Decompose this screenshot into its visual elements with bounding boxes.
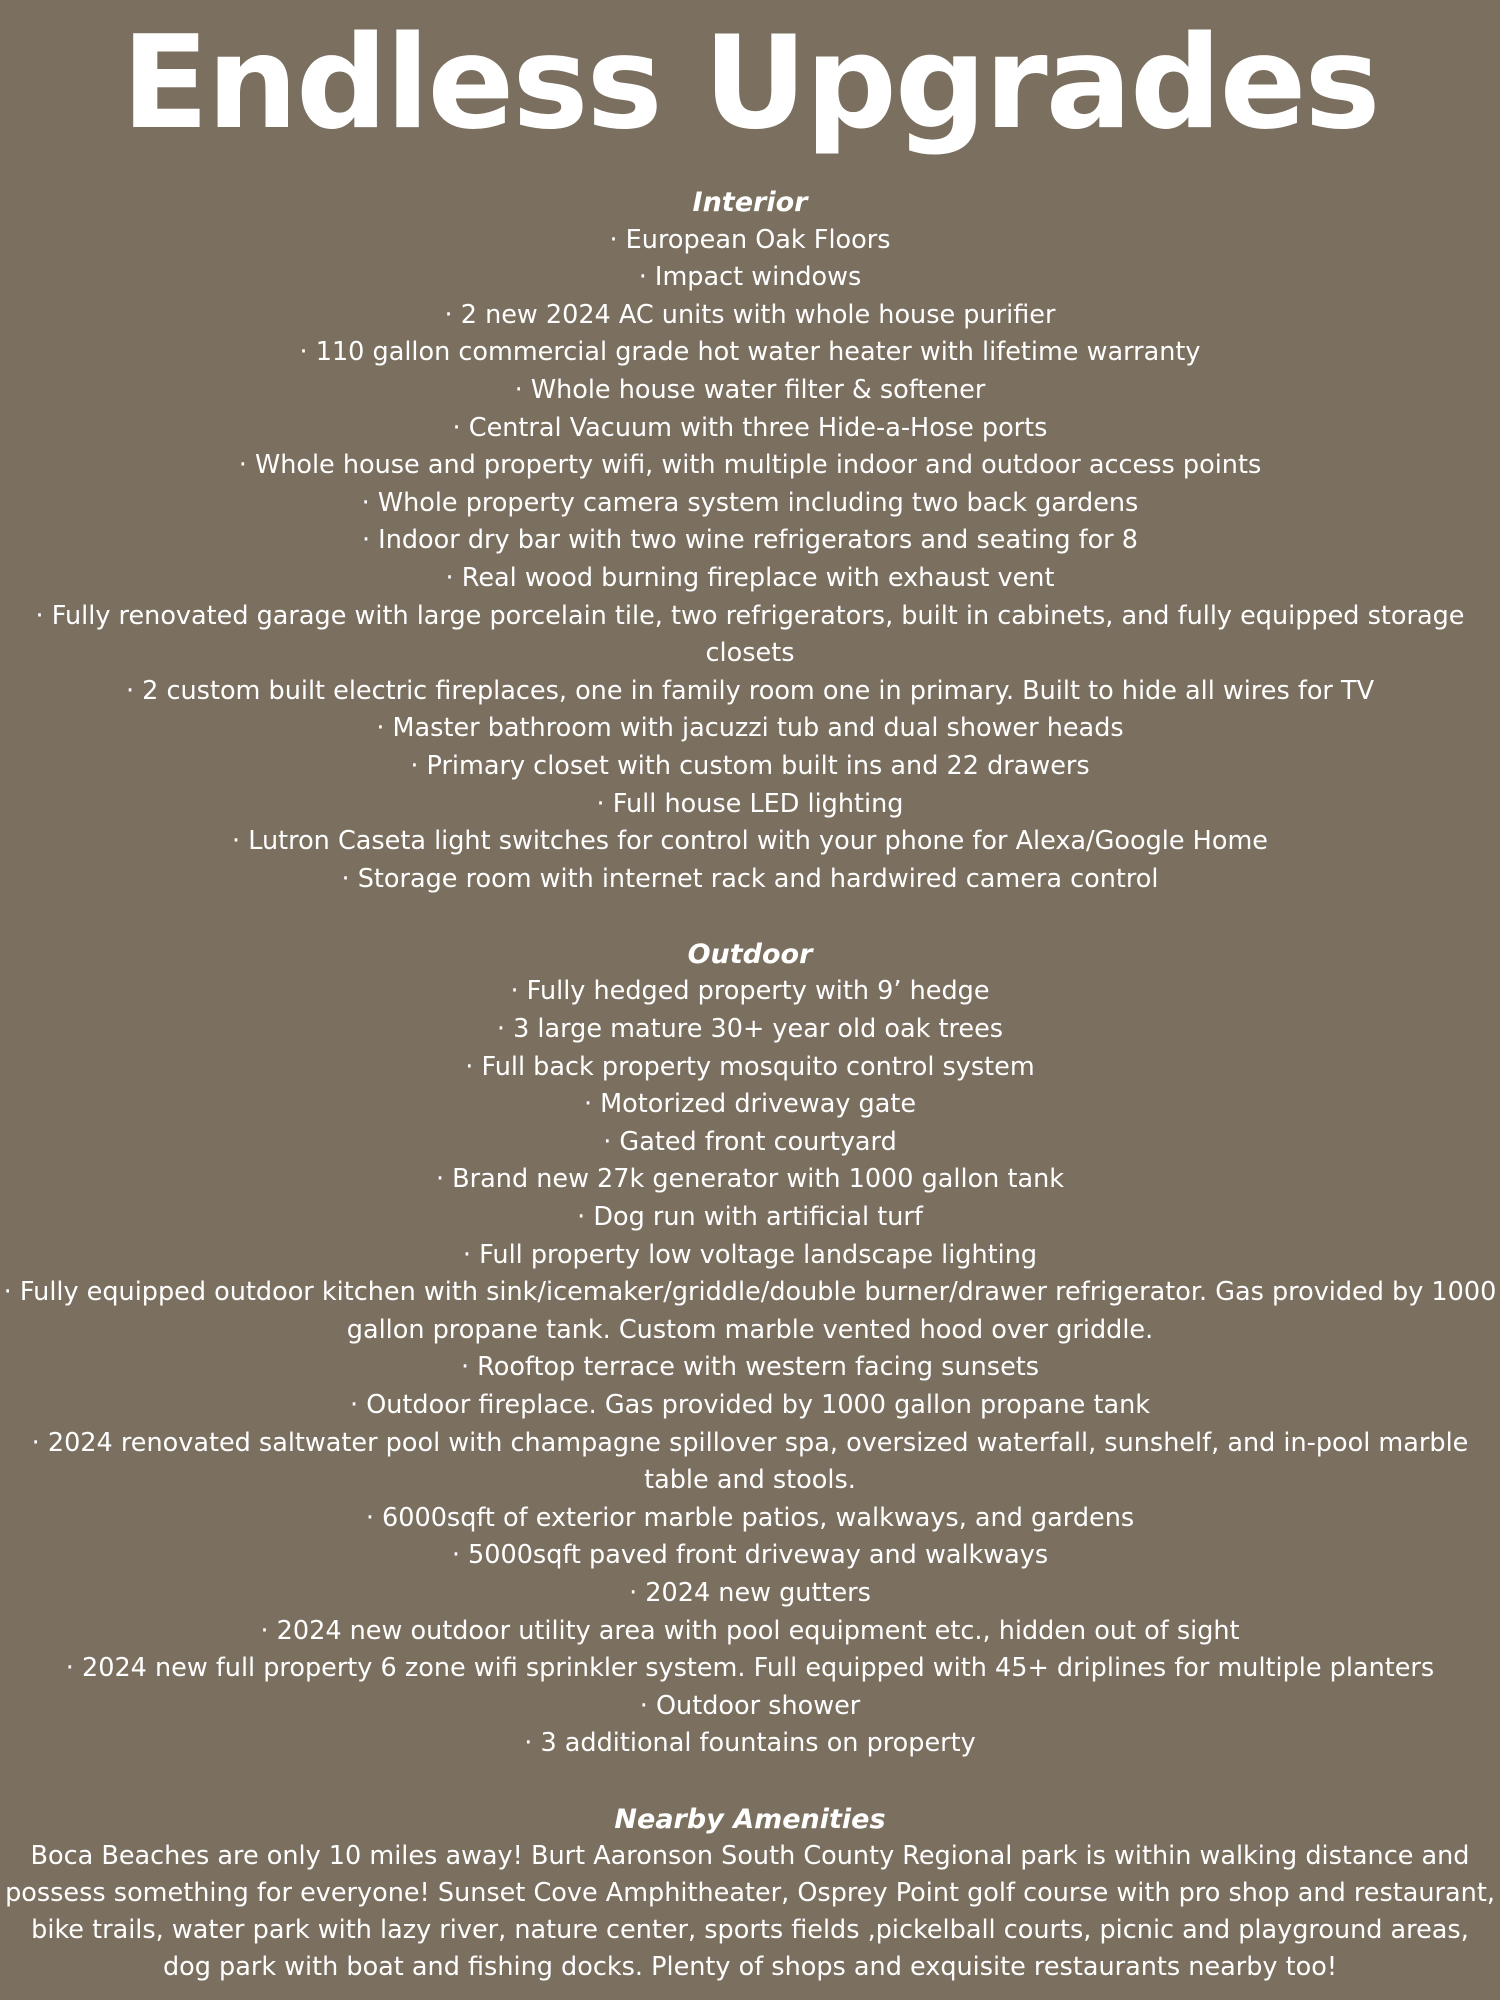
list-item: · Full property low voltage landscape lighting — [462, 1239, 1038, 1270]
interior-heading: Interior — [692, 187, 808, 218]
amenities-section — [0, 1801, 1500, 1987]
page-title: Endless Upgrades — [121, 9, 1379, 158]
list-item: · European Oak Floors — [609, 224, 891, 255]
list-item: · Dog run with artificial turf — [577, 1202, 923, 1233]
list-item: · Primary closet with custom built ins and 22 drawers — [410, 750, 1090, 781]
list-item: · Fully equipped outdoor kitchen with sink/icemaker/griddle/double burner/drawer refrigerator. Gas provided by 1000 gallon propane tank. Custom marble vented hood over griddle. — [3, 1277, 1497, 1345]
list-item: · 2024 new full property 6 zone wifi sprinkler system. Full equipped with 45+ driplines for multiple planters — [65, 1653, 1435, 1684]
outdoor-section — [0, 936, 1500, 1763]
list-item: · Rooftop terrace with western facing sunsets — [460, 1352, 1040, 1383]
list-item: · 2024 new outdoor utility area with pool equipment etc., hidden out of sight — [260, 1615, 1240, 1646]
list-item: · Fully renovated garage with large porcelain tile, two refrigerators, built in cabinets, and fully equipped storage closets — [35, 600, 1465, 669]
list-item: · Brand new 27k generator with 1000 gallon tank — [435, 1164, 1065, 1195]
list-item: · 2 custom built electric fireplaces, one in family room one in primary. Built to hide all wires for TV — [125, 675, 1375, 706]
list-item: · 3 additional fountains on property — [524, 1728, 976, 1759]
amenities-paragraph: Boca Beaches are only 10 miles away! Burt Aaronson South County Regional park is within walking distance and possess something for everyone! Sunset Cove Amphitheater, Osprey Point golf course with pro shop and restaurant, bike trails, water park with lazy river, nature center, sports fields ,pickelball courts, picnic and playground areas, dog park with boat and fishing docks. Plenty of shops and exquisite restaurants nearby too! — [5, 1841, 1495, 1983]
list-item: · 5000sqft paved front driveway and walkways — [451, 1540, 1049, 1571]
list-item: · Whole property camera system including two back gardens — [361, 487, 1139, 518]
outdoor-list — [0, 973, 1500, 1762]
interior-section — [0, 184, 1500, 898]
list-item: · Full back property mosquito control system — [465, 1051, 1035, 1082]
list-item: · 110 gallon commercial grade hot water heater with lifetime warranty — [299, 337, 1201, 368]
list-item: · Storage room with internet rack and hardwired camera control — [341, 863, 1159, 894]
list-item: · Motorized driveway gate — [583, 1089, 917, 1120]
amenities-heading: Nearby Amenities — [614, 1803, 886, 1835]
list-item: · 2024 new gutters — [629, 1577, 871, 1608]
interior-list — [0, 222, 1500, 899]
list-item: · Outdoor fireplace. Gas provided by 1000 gallon propane tank — [349, 1390, 1150, 1420]
outdoor-heading: Outdoor — [687, 938, 813, 970]
list-item: · Central Vacuum with three Hide-a-Hose ports — [452, 412, 1048, 443]
list-item: · Real wood burning fireplace with exhaust vent — [445, 562, 1055, 593]
list-item: · Lutron Caseta light switches for control with your phone for Alexa/Google Home — [232, 826, 1268, 857]
list-item: · Full house LED lighting — [596, 788, 904, 819]
list-item: · Gated front courtyard — [603, 1126, 897, 1157]
list-item: · Fully hedged property with 9’ hedge — [510, 976, 990, 1007]
section-spacer — [0, 898, 1500, 936]
list-item: · Whole house and property wifi, with multiple indoor and outdoor access points — [238, 450, 1262, 481]
list-item: · 6000sqft of exterior marble patios, walkways, and gardens — [365, 1502, 1135, 1533]
list-item: · Master bathroom with jacuzzi tub and dual shower heads — [376, 713, 1124, 744]
list-item: · 3 large mature 30+ year old oak trees — [496, 1014, 1004, 1045]
list-item: · Indoor dry bar with two wine refrigerators and seating for 8 — [361, 525, 1139, 556]
list-item: · 2 new 2024 AC units with whole house purifier — [444, 299, 1056, 330]
section-spacer — [0, 1763, 1500, 1801]
list-item: · Impact windows — [638, 262, 862, 293]
list-item: · Outdoor shower — [639, 1690, 861, 1721]
list-item: · Whole house water filter & softener — [514, 374, 986, 405]
list-item: · 2024 renovated saltwater pool with champagne spillover spa, oversized waterfall, sunshelf, and in-pool marble table and stools. — [31, 1427, 1469, 1496]
